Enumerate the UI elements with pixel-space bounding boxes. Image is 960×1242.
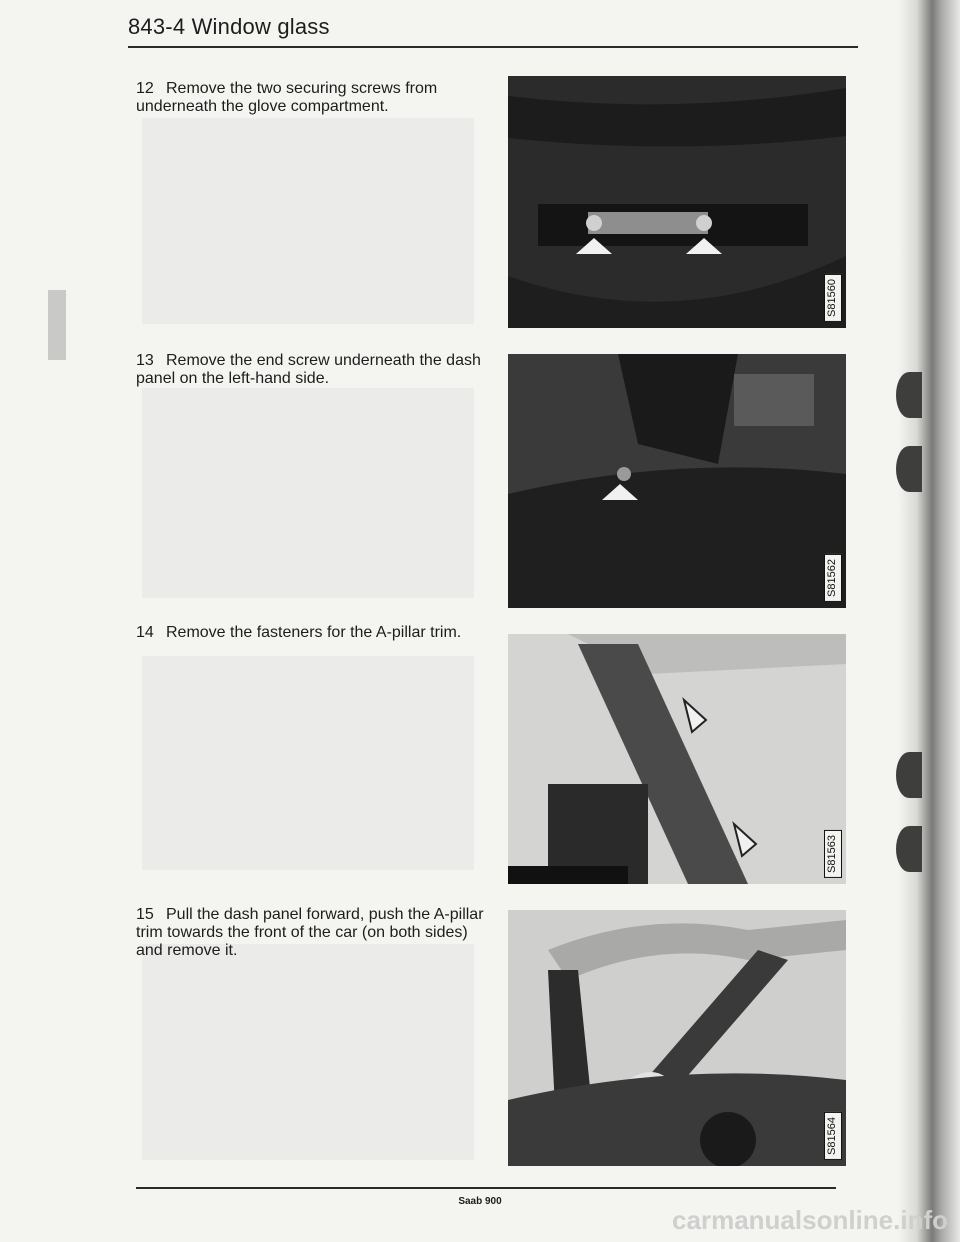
photo-glove-compartment: [508, 76, 846, 328]
photo-reference-code: S81562: [824, 554, 842, 602]
step-text: Remove the fasteners for the A-pillar trim.: [166, 624, 462, 641]
faded-illustration: [142, 118, 474, 324]
step-15: [136, 906, 486, 960]
step-13: [136, 352, 486, 388]
step-photo: [508, 354, 846, 608]
step-text: Remove the end screw underneath the dash panel on the left-hand side.: [136, 352, 481, 387]
photo-dash-panel: [508, 354, 846, 608]
step-text: Pull the dash panel forward, push the A-pillar trim towards the front of the car (on both sides) and remove it.: [136, 906, 484, 959]
thumb-tab-mark: [896, 446, 922, 492]
step-photo: [508, 76, 846, 328]
thumb-tab-mark: [896, 826, 922, 872]
step-photo: [508, 910, 846, 1166]
photo-reference-code: S81563: [824, 830, 842, 878]
photo-reference-code: S81560: [824, 274, 842, 322]
photo-a-pillar: [508, 634, 846, 884]
thumb-tab-mark: [896, 752, 922, 798]
page-binding-edge: [898, 0, 960, 1242]
step-number: 13: [136, 352, 154, 369]
step-14: [136, 624, 486, 642]
step-number: 15: [136, 906, 154, 923]
margin-mark: [48, 290, 66, 360]
step-number: 14: [136, 624, 154, 641]
photo-reference-code: S81564: [824, 1112, 842, 1160]
step-12: [136, 80, 486, 116]
page-title: 843-4 Window glass: [128, 14, 330, 39]
watermark: carmanualsonline.info: [672, 1205, 948, 1235]
step-photo: [508, 634, 846, 884]
footer-rule: [136, 1187, 836, 1189]
photo-remove-trim: [508, 910, 846, 1166]
faded-illustration: [142, 944, 474, 1160]
step-text: Remove the two securing screws from underneath the glove compartment.: [136, 80, 438, 115]
faded-illustration: [142, 656, 474, 870]
faded-illustration: [142, 388, 474, 598]
step-number: 12: [136, 80, 154, 97]
thumb-tab-mark: [896, 372, 922, 418]
header-rule: [128, 46, 858, 48]
page-footer: Saab 900: [458, 1196, 502, 1207]
